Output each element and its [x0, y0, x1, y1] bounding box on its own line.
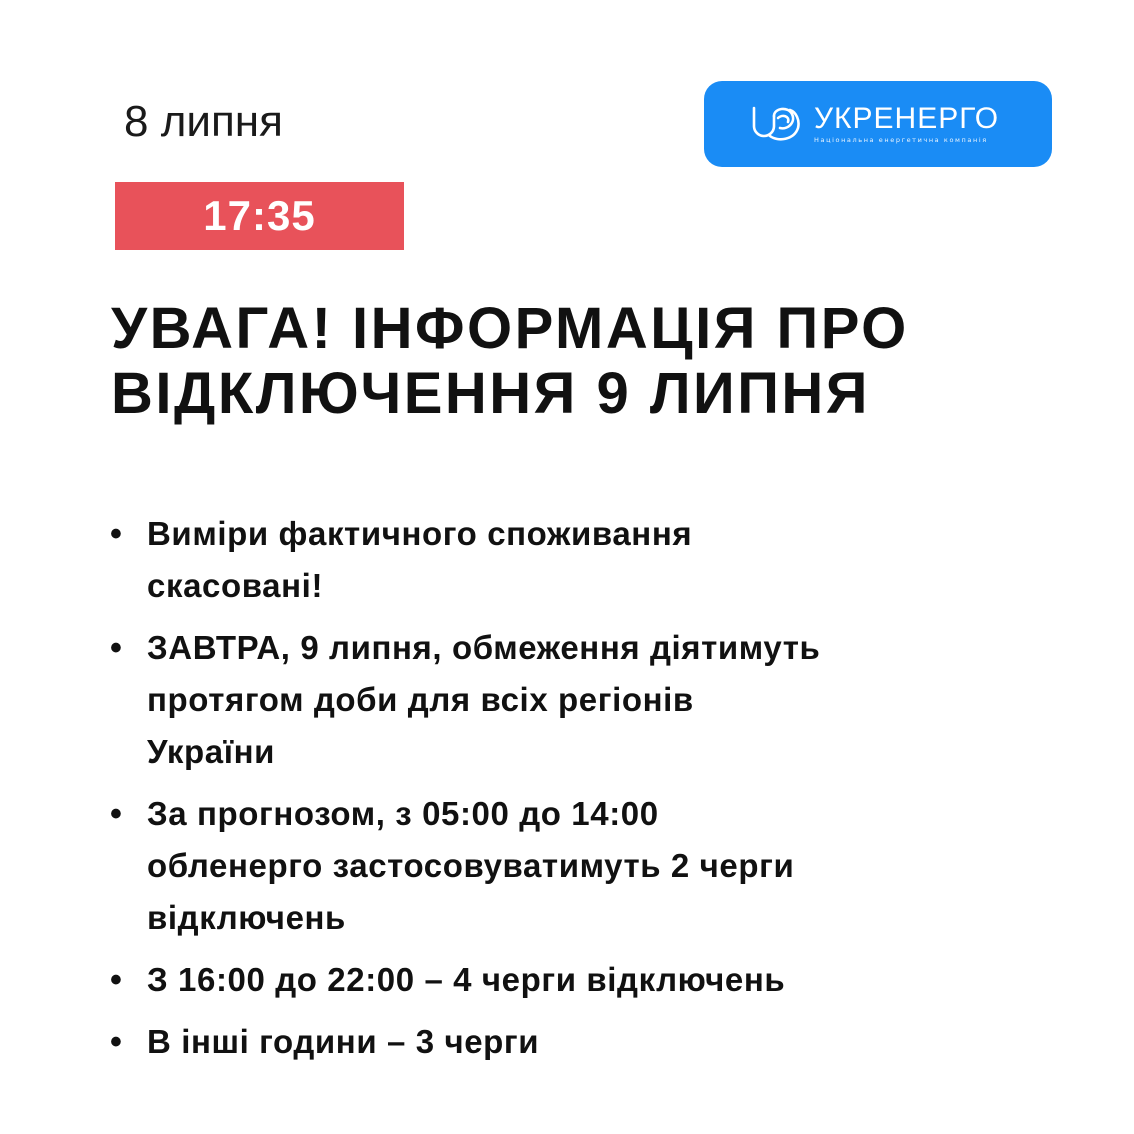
bullet-marker: •	[110, 1023, 122, 1061]
logo-text-block	[814, 103, 999, 145]
list-item	[110, 622, 1010, 778]
ukrenergo-logo-icon	[748, 102, 804, 146]
bullet-list	[110, 508, 1010, 1078]
bullet-marker: •	[110, 629, 122, 667]
list-item	[110, 788, 1010, 944]
bullet-text: З 16:00 до 22:00 – 4 черги відключень	[147, 961, 786, 998]
time-badge: 17:35	[115, 182, 404, 250]
bullet-marker: •	[110, 515, 122, 553]
logo-subtitle: Національна енергетична компанія	[814, 136, 988, 144]
post-date: 8 липня	[124, 97, 283, 146]
list-item	[110, 1016, 1010, 1068]
logo-name: УКРЕНЕРГО	[814, 102, 1000, 135]
bullet-text: Виміри фактичного споживання скасовані!	[147, 515, 693, 604]
ukrenergo-logo-badge	[704, 81, 1052, 167]
list-item	[110, 508, 1010, 612]
list-item	[110, 954, 1010, 1006]
bullet-text: ЗАВТРА, 9 липня, обмеження діятимуть протягом доби для всіх регіонів України	[147, 629, 821, 770]
bullet-marker: •	[110, 795, 122, 833]
bullet-text: В інші години – 3 черги	[147, 1023, 540, 1060]
bullet-marker: •	[110, 961, 122, 999]
headline: УВАГА! ІНФОРМАЦІЯ ПРО ВІДКЛЮЧЕННЯ 9 ЛИПНЯ	[111, 296, 909, 426]
bullet-text: За прогнозом, з 05:00 до 14:00 обленерго застосовуватимуть 2 черги відключень	[147, 795, 795, 936]
